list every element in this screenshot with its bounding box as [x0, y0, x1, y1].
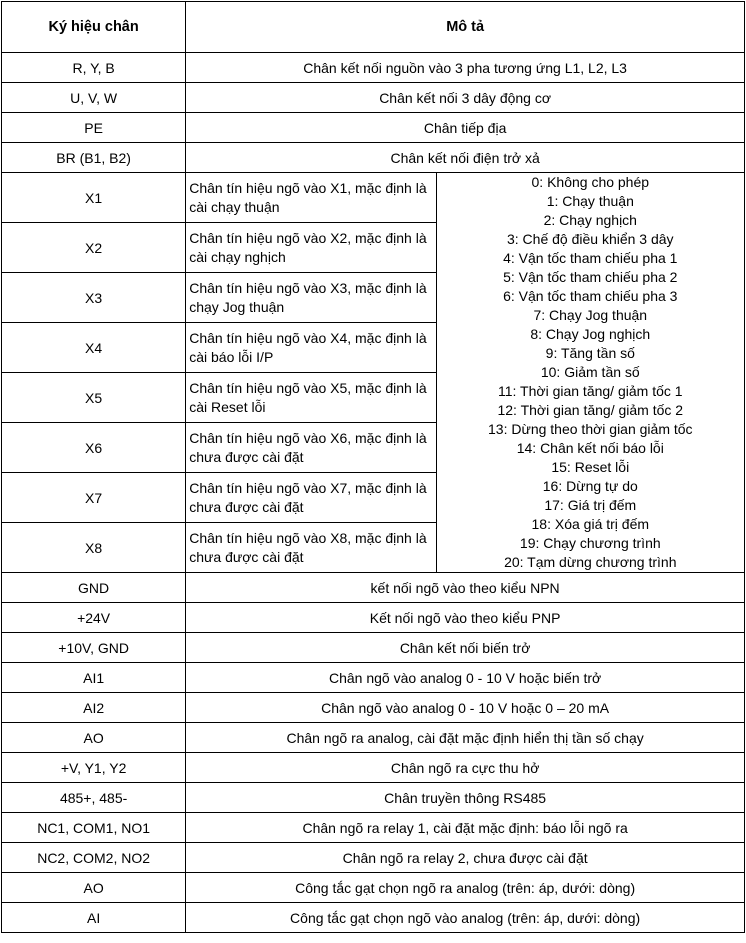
function-item: 9: Tăng tần số	[545, 345, 635, 361]
table-row	[2, 693, 745, 723]
function-item: 20: Tạm dừng chương trình	[504, 554, 677, 570]
pin-cell: NC1, COM1, NO1	[2, 813, 186, 843]
pin-description-table	[1, 1, 745, 933]
pin-cell: BR (B1, B2)	[2, 143, 186, 173]
input-desc-cell: Chân tín hiệu ngõ vào X7, mặc định là chưa được cài đặt	[186, 473, 436, 523]
table-row	[2, 53, 745, 83]
function-item: 15: Reset lỗi	[551, 459, 630, 475]
function-item: 12: Thời gian tăng/ giảm tốc 2	[497, 402, 684, 418]
desc-cell: Chân kết nối biến trở	[186, 633, 745, 663]
function-item: 18: Xóa giá trị đếm	[531, 516, 650, 532]
function-item: 7: Chạy Jog thuận	[533, 307, 648, 323]
desc-cell: Chân ngõ ra cực thu hở	[186, 753, 745, 783]
input-desc-cell: Chân tín hiệu ngõ vào X3, mặc định là chạy Jog thuận	[186, 273, 436, 323]
pin-cell: AI	[2, 903, 186, 933]
input-function-list	[436, 173, 744, 573]
function-item: 3: Chế độ điều khiển 3 dây	[506, 231, 674, 247]
desc-cell: Kết nối ngõ vào theo kiểu PNP	[186, 603, 745, 633]
pin-cell: X6	[2, 423, 186, 473]
pin-cell: X7	[2, 473, 186, 523]
table-row	[2, 783, 745, 813]
desc-cell: Chân ngõ vào analog 0 - 10 V hoặc biến trở	[186, 663, 745, 693]
input-desc-cell: Chân tín hiệu ngõ vào X8, mặc định là chưa được cài đặt	[186, 523, 436, 573]
desc-cell: Chân kết nối điện trở xả	[186, 143, 745, 173]
function-item: 0: Không cho phép	[531, 174, 650, 190]
table-row	[2, 113, 745, 143]
table-row	[2, 723, 745, 753]
pin-cell: X4	[2, 323, 186, 373]
function-item: 2: Chạy nghịch	[543, 212, 637, 228]
pin-cell: NC2, COM2, NO2	[2, 843, 186, 873]
function-item: 11: Thời gian tăng/ giảm tốc 1	[498, 383, 683, 399]
desc-cell: kết nối ngõ vào theo kiểu NPN	[186, 573, 745, 603]
pin-cell: X1	[2, 173, 186, 223]
pin-cell: X2	[2, 223, 186, 273]
pin-cell: +24V	[2, 603, 186, 633]
desc-cell: Chân kết nối nguồn vào 3 pha tương ứng L1, L2, L3	[186, 53, 745, 83]
function-item: 6: Vận tốc tham chiếu pha 3	[503, 288, 678, 304]
table-row	[2, 603, 745, 633]
pin-cell: AI2	[2, 693, 186, 723]
table-row	[2, 633, 745, 663]
pin-cell: AO	[2, 873, 186, 903]
table-row	[2, 663, 745, 693]
desc-cell: Công tắc gạt chọn ngõ vào analog (trên: áp, dưới: dòng)	[186, 903, 745, 933]
pin-cell: AO	[2, 723, 186, 753]
table-row	[2, 573, 745, 603]
header-description: Mô tả	[186, 2, 745, 53]
pin-cell: PE	[2, 113, 186, 143]
input-desc-cell: Chân tín hiệu ngõ vào X1, mặc định là cài chạy thuận	[186, 173, 436, 223]
pin-cell: R, Y, B	[2, 53, 186, 83]
table-row	[2, 903, 745, 933]
pin-cell: X3	[2, 273, 186, 323]
table-row-x1	[2, 173, 745, 223]
table-row	[2, 813, 745, 843]
table-row	[2, 843, 745, 873]
desc-cell: Chân ngõ vào analog 0 - 10 V hoặc 0 – 20 mA	[186, 693, 745, 723]
desc-cell: Chân truyền thông RS485	[186, 783, 745, 813]
pin-cell: 485+, 485-	[2, 783, 186, 813]
function-item: 1: Chạy thuận	[546, 193, 634, 209]
function-item: 14: Chân kết nối báo lỗi	[516, 440, 664, 456]
pin-cell: +V, Y1, Y2	[2, 753, 186, 783]
desc-cell: Chân ngõ ra analog, cài đặt mặc định hiển thị tần số chạy	[186, 723, 745, 753]
function-item: 19: Chạy chương trình	[519, 535, 661, 551]
pin-cell: X8	[2, 523, 186, 573]
input-desc-cell: Chân tín hiệu ngõ vào X5, mặc định là cài Reset lỗi	[186, 373, 436, 423]
header-pin-symbol: Ký hiệu chân	[2, 2, 186, 53]
function-item: 17: Giá trị đếm	[544, 497, 637, 513]
table-row	[2, 753, 745, 783]
function-item: 8: Chạy Jog nghịch	[530, 326, 651, 342]
desc-cell: Chân kết nối 3 dây động cơ	[186, 83, 745, 113]
function-item: 4: Vận tốc tham chiếu pha 1	[503, 250, 678, 266]
input-desc-cell: Chân tín hiệu ngõ vào X6, mặc định là chưa được cài đặt	[186, 423, 436, 473]
table-header-row	[2, 2, 745, 53]
pin-cell: U, V, W	[2, 83, 186, 113]
function-item: 5: Vận tốc tham chiếu pha 2	[503, 269, 678, 285]
function-item: 16: Dừng tự do	[542, 478, 638, 494]
desc-cell: Công tắc gạt chọn ngõ ra analog (trên: áp, dưới: dòng)	[186, 873, 745, 903]
pin-cell: X5	[2, 373, 186, 423]
function-item: 13: Dừng theo thời gian giảm tốc	[488, 421, 693, 437]
desc-cell: Chân tiếp địa	[186, 113, 745, 143]
table-row	[2, 83, 745, 113]
pin-cell: GND	[2, 573, 186, 603]
pin-cell: +10V, GND	[2, 633, 186, 663]
input-desc-cell: Chân tín hiệu ngõ vào X4, mặc định là cài báo lỗi I/P	[186, 323, 436, 373]
table-row	[2, 873, 745, 903]
desc-cell: Chân ngõ ra relay 1, cài đặt mặc định: báo lỗi ngõ ra	[186, 813, 745, 843]
input-desc-cell: Chân tín hiệu ngõ vào X2, mặc định là cài chạy nghịch	[186, 223, 436, 273]
table-row	[2, 143, 745, 173]
pin-cell: AI1	[2, 663, 186, 693]
desc-cell: Chân ngõ ra relay 2, chưa được cài đặt	[186, 843, 745, 873]
function-item: 10: Giảm tần số	[540, 364, 640, 380]
